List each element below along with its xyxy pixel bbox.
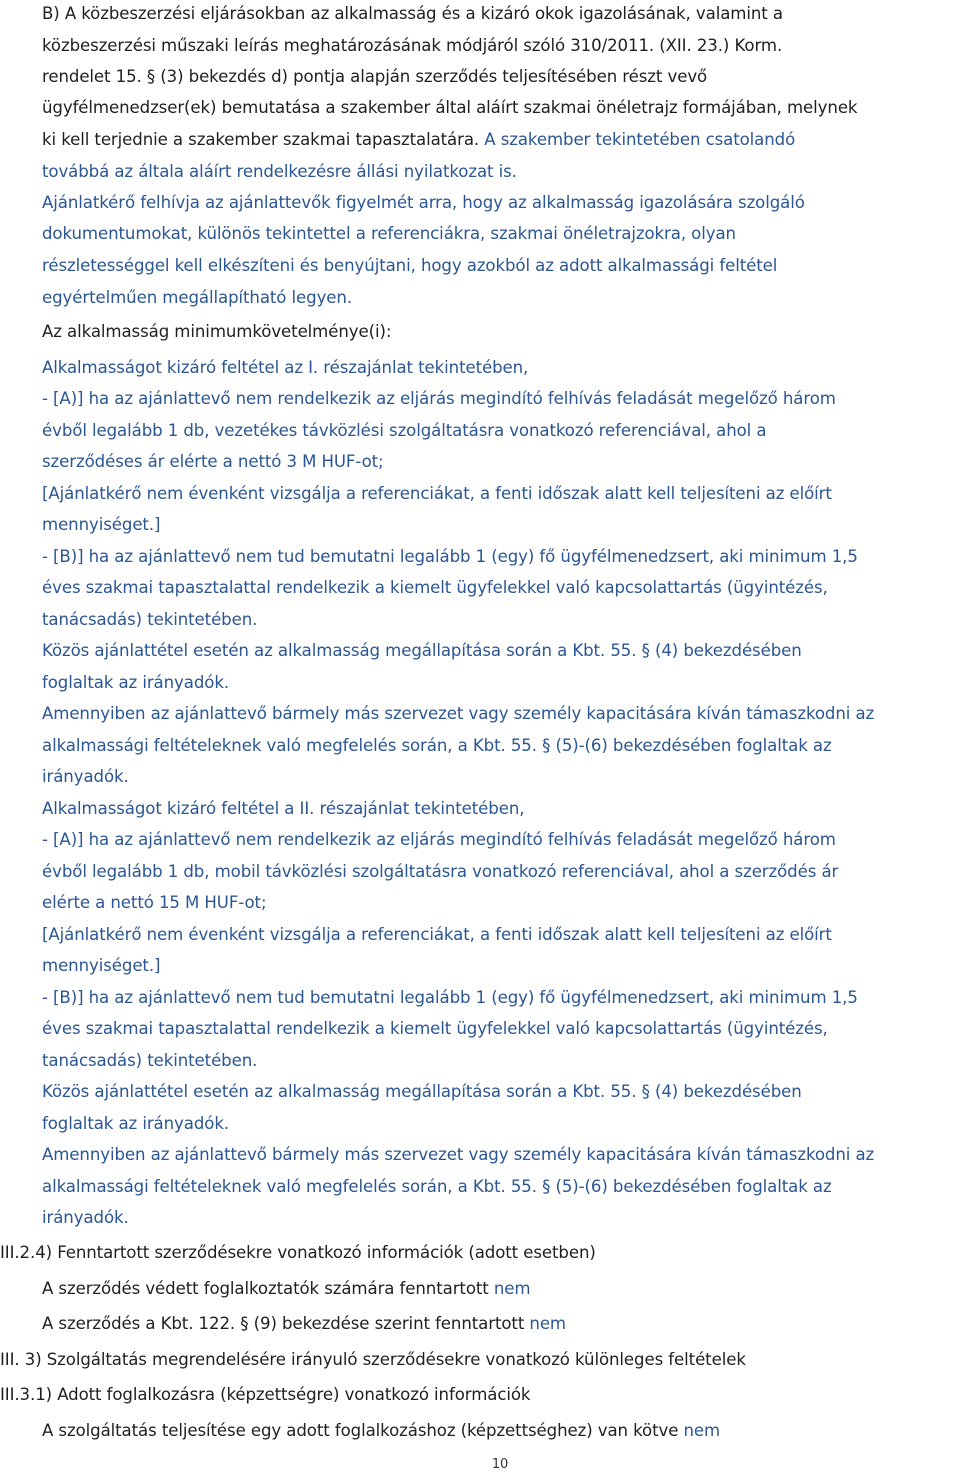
kbt-reserved-value: nem	[529, 1314, 566, 1333]
part2-line-7: - [B)] ha az ajánlattevő nem tud bemutatni legalább 1 (egy) fő ügyfélmenedzsert, aki minimum 1,5	[42, 988, 858, 1007]
part1-line-1: Alkalmasságot kizáró feltétel az I. részajánlat tekintetében,	[42, 358, 529, 377]
part1-line-2: - [A)] ha az ajánlattevő nem rendelkezik az eljárás megindító felhívás feladását megelőző három	[42, 389, 836, 408]
intro-line-5-dark: ki kell terjednie a szakember szakmai tapasztalatára.	[42, 130, 480, 149]
notice-line-3: részletességgel kell elkészíteni és benyújtani, hogy azokból az adott alkalmassági feltétel	[42, 256, 778, 275]
section-3-heading: III. 3) Szolgáltatás megrendelésére irányuló szerződésekre vonatkozó különleges feltételek	[0, 1350, 746, 1369]
part1-line-4: szerződéses ár elérte a nettó 3 M HUF-ot;	[42, 452, 384, 471]
intro-line-3: rendelet 15. § (3) bekezdés d) pontja alapján szerződés teljesítésében részt vevő	[42, 67, 708, 86]
part1-line-8: éves szakmai tapasztalattal rendelkezik a kiemelt ügyfelekkel való kapcsolattartás (ügyintézés,	[42, 578, 828, 597]
part2-line-2: - [A)] ha az ajánlattevő nem rendelkezik az eljárás megindító felhívás feladását megelőző három	[42, 830, 836, 849]
reserved-row	[42, 1279, 530, 1298]
intro-line-1: B) A közbeszerzési eljárásokban az alkalmasság és a kizáró okok igazolásának, valamint a	[42, 4, 783, 23]
part2-line-10: Közös ajánlattétel esetén az alkalmasság megállapítása során a Kbt. 55. § (4) bekezdésében	[42, 1082, 802, 1101]
part2-line-6: mennyiséget.]	[42, 956, 161, 975]
intro-line-6: továbbá az általa aláírt rendelkezésre állási nyilatkozat is.	[42, 162, 517, 181]
part2-line-3: évből legalább 1 db, mobil távközlési szolgáltatásra vonatkozó referenciával, ahol a szerződés ár	[42, 862, 839, 881]
reserved-label: A szerződés védett foglalkoztatók számára fenntartott	[42, 1279, 494, 1298]
part1-line-9: tanácsadás) tekintetében.	[42, 610, 258, 629]
intro-line-4: ügyfélmenedzser(ek) bemutatása a szakember által aláírt szakmai önéletrajz formájában, melynek	[42, 98, 858, 117]
kbt-reserved-row	[42, 1314, 566, 1333]
part2-line-1: Alkalmasságot kizáró feltétel a II. részajánlat tekintetében,	[42, 799, 525, 818]
part2-line-4: elérte a nettó 15 M HUF-ot;	[42, 893, 267, 912]
section-2-4-heading: III.2.4) Fenntartott szerződésekre vonatkozó információk (adott esetben)	[0, 1243, 596, 1262]
profession-label: A szolgáltatás teljesítése egy adott foglalkozáshoz (képzettséghez) van kötve	[42, 1421, 684, 1440]
reserved-value: nem	[493, 1279, 531, 1298]
part2-line-12: Amennyiben az ajánlattevő bármely más szervezet vagy személy kapacitására kíván támaszkodni az	[42, 1145, 875, 1164]
part1-line-13: alkalmassági feltételeknek való megfelelés során, a Kbt. 55. § (5)-(6) bekezdésében foglaltak az	[42, 736, 832, 755]
part2-line-8: éves szakmai tapasztalattal rendelkezik a kiemelt ügyfelekkel való kapcsolattartás (ügyintézés,	[42, 1019, 828, 1038]
profession-row	[42, 1421, 720, 1440]
notice-line-2: dokumentumokat, különös tekintettel a referenciákra, szakmai önéletrajzokra, olyan	[42, 224, 736, 243]
part2-line-14: irányadók.	[42, 1208, 129, 1227]
page-number: 10	[491, 1457, 509, 1472]
part2-line-5: [Ajánlatkérő nem évenként vizsgálja a referenciákat, a fenti időszak alatt kell teljesíteni az előírt	[42, 925, 832, 944]
part1-line-14: irányadók.	[42, 767, 129, 786]
part2-line-13: alkalmassági feltételeknek való megfelelés során, a Kbt. 55. § (5)-(6) bekezdésében foglaltak az	[42, 1177, 832, 1196]
intro-line-5	[42, 130, 795, 149]
intro-line-2: közbeszerzési műszaki leírás meghatározásának módjáról szóló 310/2011. (XII. 23.) Korm.	[42, 36, 783, 55]
section-3-1-heading: III.3.1) Adott foglalkozásra (képzettségre) vonatkozó információk	[0, 1385, 531, 1404]
part1-line-11: foglaltak az irányadók.	[42, 673, 230, 692]
notice-line-1: Ajánlatkérő felhívja az ajánlattevők figyelmét arra, hogy az alkalmasság igazolására szolgáló	[42, 193, 805, 212]
part1-line-12: Amennyiben az ajánlattevő bármely más szervezet vagy személy kapacitására kíván támaszkodni az	[42, 704, 875, 723]
part1-line-7: - [B)] ha az ajánlattevő nem tud bemutatni legalább 1 (egy) fő ügyfélmenedzsert, aki minimum 1,5	[42, 547, 858, 566]
part1-line-10: Közös ajánlattétel esetén az alkalmasság megállapítása során a Kbt. 55. § (4) bekezdésében	[42, 641, 802, 660]
part1-line-5: [Ajánlatkérő nem évenként vizsgálja a referenciákat, a fenti időszak alatt kell teljesíteni az előírt	[42, 484, 832, 503]
part1-line-3: évből legalább 1 db, vezetékes távközlési szolgáltatásra vonatkozó referenciával, ahol a	[42, 421, 767, 440]
min-requirements-heading: Az alkalmasság minimumkövetelménye(i):	[42, 322, 392, 341]
part2-line-9: tanácsadás) tekintetében.	[42, 1051, 258, 1070]
intro-line-5-blue: A szakember tekintetében csatolandó	[479, 130, 796, 149]
notice-line-4: egyértelműen megállapítható legyen.	[42, 288, 353, 307]
part2-line-11: foglaltak az irányadók.	[42, 1114, 230, 1133]
kbt-reserved-label: A szerződés a Kbt. 122. § (9) bekezdése szerint fenntartott	[42, 1314, 530, 1333]
part1-line-6: mennyiséget.]	[42, 515, 161, 534]
profession-value: nem	[683, 1421, 721, 1440]
